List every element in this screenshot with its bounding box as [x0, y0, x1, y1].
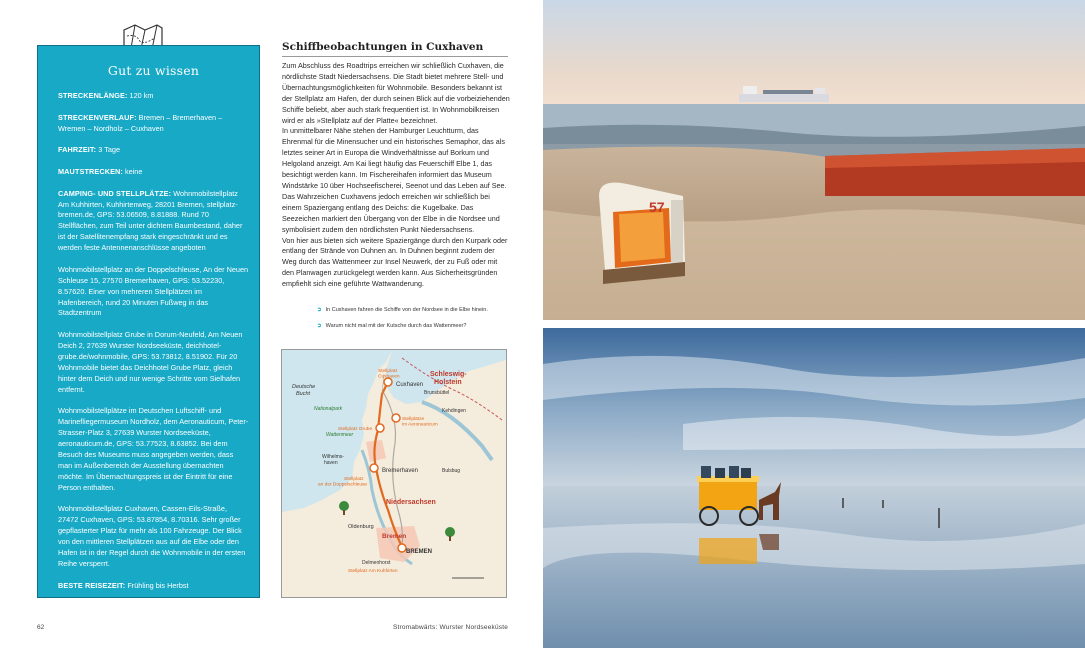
- map-stop-kuhhirten: [398, 544, 406, 552]
- info-tourist: TOURIST-INFO: wursternordseekueste.de: [58, 602, 198, 612]
- map-label-oldenburg: Oldenburg: [348, 524, 374, 530]
- caption-arrow-icon: ➲: [317, 323, 322, 329]
- map-label-stop-kuhhirten: Stellplatz Am Kuhhirten: [348, 569, 398, 574]
- map-label-bremen-city: BREMEN: [406, 549, 433, 555]
- map-label-line: im Aeronauticum: [402, 422, 438, 428]
- map-label-line: Stellplätze: [402, 417, 425, 422]
- map-route: [374, 382, 402, 547]
- strandkorb-number: 57: [649, 199, 665, 215]
- map-label-nationalpark: Nationalpark: [314, 406, 343, 412]
- photo-beach-chair: [543, 0, 1085, 320]
- caption-ship-photo: ➲ In Cuxhaven fahren die Schiffe von der Nordsee in die Elbe hinein.: [317, 307, 488, 313]
- info-camping-1: CAMPING- UND STELLPLÄTZE: Wohnmobilstellplatz Am Kuhhirten, Kuhhirtenweg, 28201 Bremen, stellplatz-bremen.de, GPS: 53.06509, 8.81888. Rund 70 Stellflächen, zum Teil unter dichtem Baumbestand, daher ist der Satellitenempfang stark eingeschränkt und es werden feste Antennenanschlüsse angeboten: [58, 188, 243, 253]
- map-label-line: haven: [324, 460, 338, 466]
- map-stop-grube: [376, 424, 384, 432]
- map-label-kehdingen: Kehdingen: [442, 408, 466, 414]
- info-maut: MAUTSTRECKEN: keine: [58, 166, 143, 176]
- map-label-bremerhaven: Bremerhaven: [382, 468, 419, 474]
- info-fahrzeit: FAHRZEIT: 3 Tage: [58, 145, 121, 155]
- map-label-line: Cuxhaven: [378, 374, 400, 380]
- map-label-line: an der Doppelschleuse: [318, 482, 368, 488]
- map-label-stop-cuxhaven: [378, 368, 400, 380]
- map-sea: [282, 350, 392, 512]
- route-map: [281, 349, 507, 598]
- map-label-line: Wilhelms-: [322, 454, 344, 460]
- article-paragraph: In unmittelbarer Nähe stehen der Hamburger Leuchtturm, das Ehrenmal für die Minensucher und ein historisches Semaphor, das als letztes seiner Art in Europa die Windverhältnisse auf Borkum und Helgoland anzeigt. Am Kai liegt häufig das Feuerschiff Elbe 1, das besichtigt werden kann. Im Fischereihafen informiert das Museum Windstärke 10 über Hochseefischerei, Seenot und das Leben auf See. Das Wahrzeichen Cuxhavens jedoch erreichen wir schließlich bei einem Spaziergang entlang des Deichs: die Kugelbake. Das Seezeichen markiert den Übergang von der Elbe in die Nordsee und symbolisiert zudem den nördlichsten Punkt Niedersachsens.: [282, 126, 507, 234]
- map-label-line: Bucht: [296, 391, 311, 397]
- article-paragraph: Von hier aus bieten sich weitere Spaziergänge durch den Kurpark oder entlang der Strände von Duhnen an. In Duhnen beginnt zudem der Weg durch das Wattenmeer zur Insel Neuwerk, der zu Fuß oder mit den Planwagen zurückgelegt werden kann. Aus Sicherheitsgründen empfiehlt sich eine geführte Wattwanderung.: [282, 235, 508, 289]
- article-paragraph: Zum Abschluss des Roadtrips erreichen wir schließlich Cuxhaven, die nördlichste Stadt Niedersachsens. Die Stadt bietet mehrere Stell- und Übernachtungsmöglichkeiten für Wohnmobile. Besonders bekannt ist der Stellplatz am Hafen, der durch seinen Blick auf die vorbeiziehenden Schiffe beliebt, aber auch stark frequentiert ist. In Wohnmobilkreisen wird er als »Stellplatz auf der Platte« bezeichnet.: [282, 61, 510, 125]
- caption-arrow-icon: ➲: [317, 307, 322, 313]
- article-body: [282, 61, 510, 290]
- map-label-stop-aeronauticum: [402, 416, 438, 428]
- caption-carriage-photo: ➲ Warum nicht mal mit der Kutsche durch das Wattenmeer?: [317, 323, 467, 329]
- article-title: Schiffbeobachtungen in Cuxhaven: [282, 41, 484, 53]
- map-label-cuxhaven: Cuxhaven: [396, 382, 424, 388]
- map-label-line: Holstein: [434, 379, 462, 386]
- map-label-line: Stellplatz: [344, 477, 364, 482]
- map-label-brunsbuettel: Brunsbüttel: [424, 390, 450, 396]
- map-label-bremen-area: Bremen: [382, 533, 407, 540]
- info-streckenlaenge: STRECKENLÄNGE: 120 km: [58, 90, 154, 100]
- info-box-title: Gut zu wissen: [107, 63, 200, 78]
- info-camping-4: Wohnmobilstellplätze im Deutschen Luftschiff- und Marinefliegermuseum Nordholz, dem Aeronauticum, Peter-Strasser-Platz 3, 27639 Wurster Nordseeküste, aeronauticum.de, GPS: 53.77523, 8.63852. Bei dem Besuch des Museums muss angegeben werden, dass man im Außenbereich der Ausstellung übernachten möchte. Im Übernachtungspreis ist der Eintritt für eine Person enthalten.: [58, 406, 249, 492]
- map-label-bulsbug: Bulsbug: [442, 468, 461, 474]
- info-box: [37, 45, 260, 612]
- map-label-line: Stellplatz: [378, 369, 398, 374]
- info-reisezeit: BESTE REISEZEIT: Frühling bis Herbst: [58, 580, 189, 590]
- photo-horse-carriage: [543, 328, 1085, 648]
- map-label-delmenhorst: Delmenhorst: [362, 560, 391, 566]
- info-camping-2: Wohnmobilstellplatz an der Doppelschleuse, An der Neuen Schleuse 15, 27570 Bremerhaven, GPS: 53.52230, 8.57620. Einer von mehreren Stellplätzen im Hafenbereich, rund 20 Minuten Fußweg in das Stadtzentrum: [58, 264, 249, 318]
- info-camping-5: Wohnmobilstellplatz Cuxhaven, Cassen-Eils-Straße, 27472 Cuxhaven, GPS: 53.87854, 8.70316. Sehr großer gepflasterter Platz für mehr als 100 Fahrzeuge. Der Blick von den mittleren Stellplätzen aus auf die Elbe oder den Hafen ist in der Regel durch die Wohnmobile in der ersten Reihe versperrt.: [58, 504, 246, 568]
- map-bremen-area: [376, 526, 420, 562]
- map-tree-icon: [339, 501, 349, 515]
- map-stop-doppelschleuse: [370, 464, 378, 472]
- info-camping-3: Wohnmobilstellplatz Grube in Dorum-Neufeld, Am Neuen Deich 2, 27639 Wurster Nordseeküste, deichhotel-grube.de/wohnmobile, GPS: 53.73812, 8.51902. Für 20 Wohnmobile bietet das Deichhotel Grube Platz, gleich hinter dem Deich und nur wenige Schritte vom Sielhafen entfernt.: [58, 330, 243, 394]
- map-label-schleswig-holstein: [430, 371, 467, 386]
- map-stop-aeronauticum: [392, 414, 400, 422]
- map-label-stop-grube: Stellplatz Grube: [338, 427, 373, 432]
- page-number: 62: [37, 624, 45, 631]
- map-label-line: Schleswig-: [430, 371, 467, 378]
- title-rule: [282, 56, 508, 57]
- info-streckenverlauf: STRECKENVERLAUF: Bremen – Bremerhaven – Wremen – Nordholz – Cuxhaven: [58, 112, 223, 133]
- running-title: Stromabwärts: Wurster Nordseeküste: [393, 624, 509, 631]
- map-label-line: Deutsche: [292, 384, 316, 390]
- map-tree-icon: [445, 527, 455, 541]
- map-label-wattenmeer: Wattenmeer: [326, 432, 354, 438]
- map-label-niedersachsen: Niedersachsen: [386, 499, 436, 506]
- strandkorb-icon: [599, 183, 685, 285]
